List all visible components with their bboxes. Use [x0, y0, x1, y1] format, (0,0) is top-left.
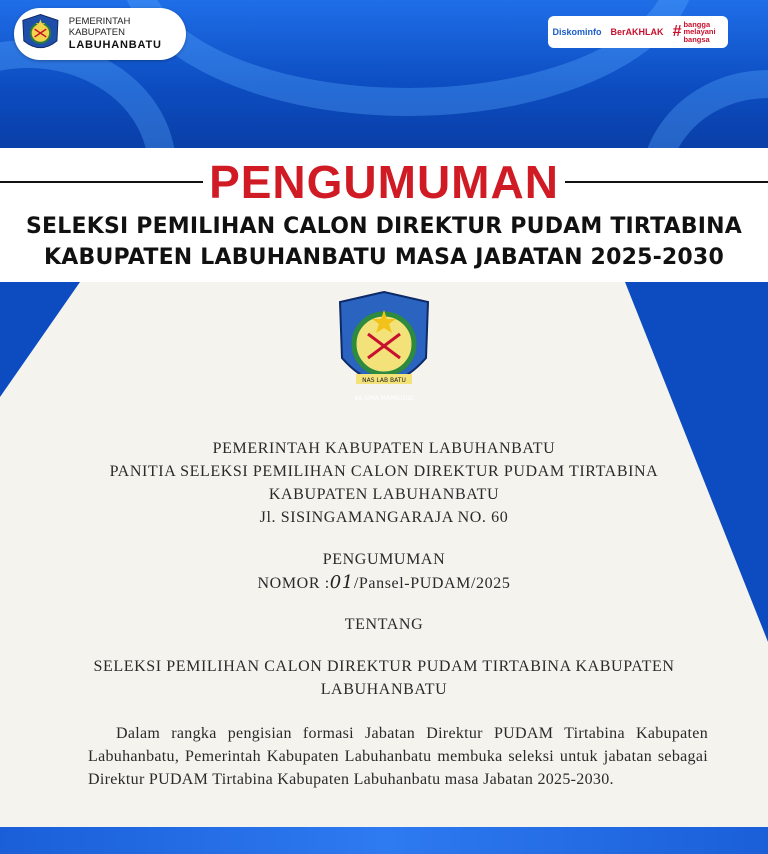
top-banner — [0, 0, 768, 148]
nomor-handwritten: 01 — [329, 572, 354, 593]
org-name-line1: PEMERINTAH KABUPATEN — [68, 15, 131, 38]
decorative-swirl — [640, 70, 768, 148]
emblem-motto-text: KA SIMA MAPALIDID — [354, 395, 414, 402]
subject-line1: SELEKSI PEMILIHAN CALON DIREKTUR PUDAM TIRTABINA KABUPATEN — [93, 658, 675, 675]
body-paragraph: Dalam rangka pengisian formasi Jabatan Direktur PUDAM Tirtabina Kabupaten Labuhanbatu, Pemerintah Kabupaten Labuhanbatu membuka seleksi untuk jabatan sebagai Direktur PUDAM Tirtabina Kabupaten Labuhanbatu masa Jabatan 2025-2030. — [88, 725, 708, 788]
subject-line2: LABUHANBATU — [320, 681, 448, 698]
letterhead-line1: PEMERINTAH KABUPATEN LABUHANBATU — [212, 440, 556, 457]
subtitle-line2: KABUPATEN LABUHANBATU MASA JABATAN 2025-2030 — [44, 245, 724, 270]
headline: PENGUMUMAN — [209, 156, 559, 208]
divider-right — [565, 181, 768, 184]
letterhead-line4: Jl. SISINGAMANGARAJA NO. 60 — [259, 509, 509, 526]
org-name-line2: LABUHANBATU — [68, 38, 162, 51]
partner-logos — [548, 16, 728, 48]
document-title: PENGUMUMAN — [322, 551, 446, 568]
emblem-ribbon-text: NAS LAB BATU — [362, 377, 406, 384]
bangga-melayani-logo — [673, 21, 724, 44]
letterhead-line2: PANITIA SELEKSI PEMILIHAN CALON DIREKTUR PUDAM TIRTABINA — [109, 463, 659, 480]
divider-left — [0, 181, 203, 184]
nomor-prefix: NOMOR : — [257, 575, 330, 592]
berakhlak-logo: BerAKHLAK — [610, 27, 664, 37]
bottom-banner — [0, 827, 768, 854]
nomor-suffix: /Pansel-PUDAM/2025 — [353, 575, 511, 592]
subtitle-line1: SELEKSI PEMILIHAN CALON DIREKTUR PUDAM TIRTABINA — [25, 214, 742, 239]
tentang-label: TENTANG — [344, 616, 424, 633]
bangga-melayani-text: bangga melayani bangsa — [683, 19, 716, 44]
hashtag-icon: # — [672, 23, 682, 40]
diskominfo-logo: Diskominfo — [552, 27, 602, 37]
labuhanbatu-emblem-icon — [18, 11, 63, 57]
headline-row — [0, 156, 768, 208]
letterhead-line3: KABUPATEN LABUHANBATU — [268, 486, 500, 503]
labuhanbatu-emblem-icon — [334, 288, 434, 410]
org-logo-badge — [14, 8, 186, 60]
document-number — [0, 572, 768, 593]
